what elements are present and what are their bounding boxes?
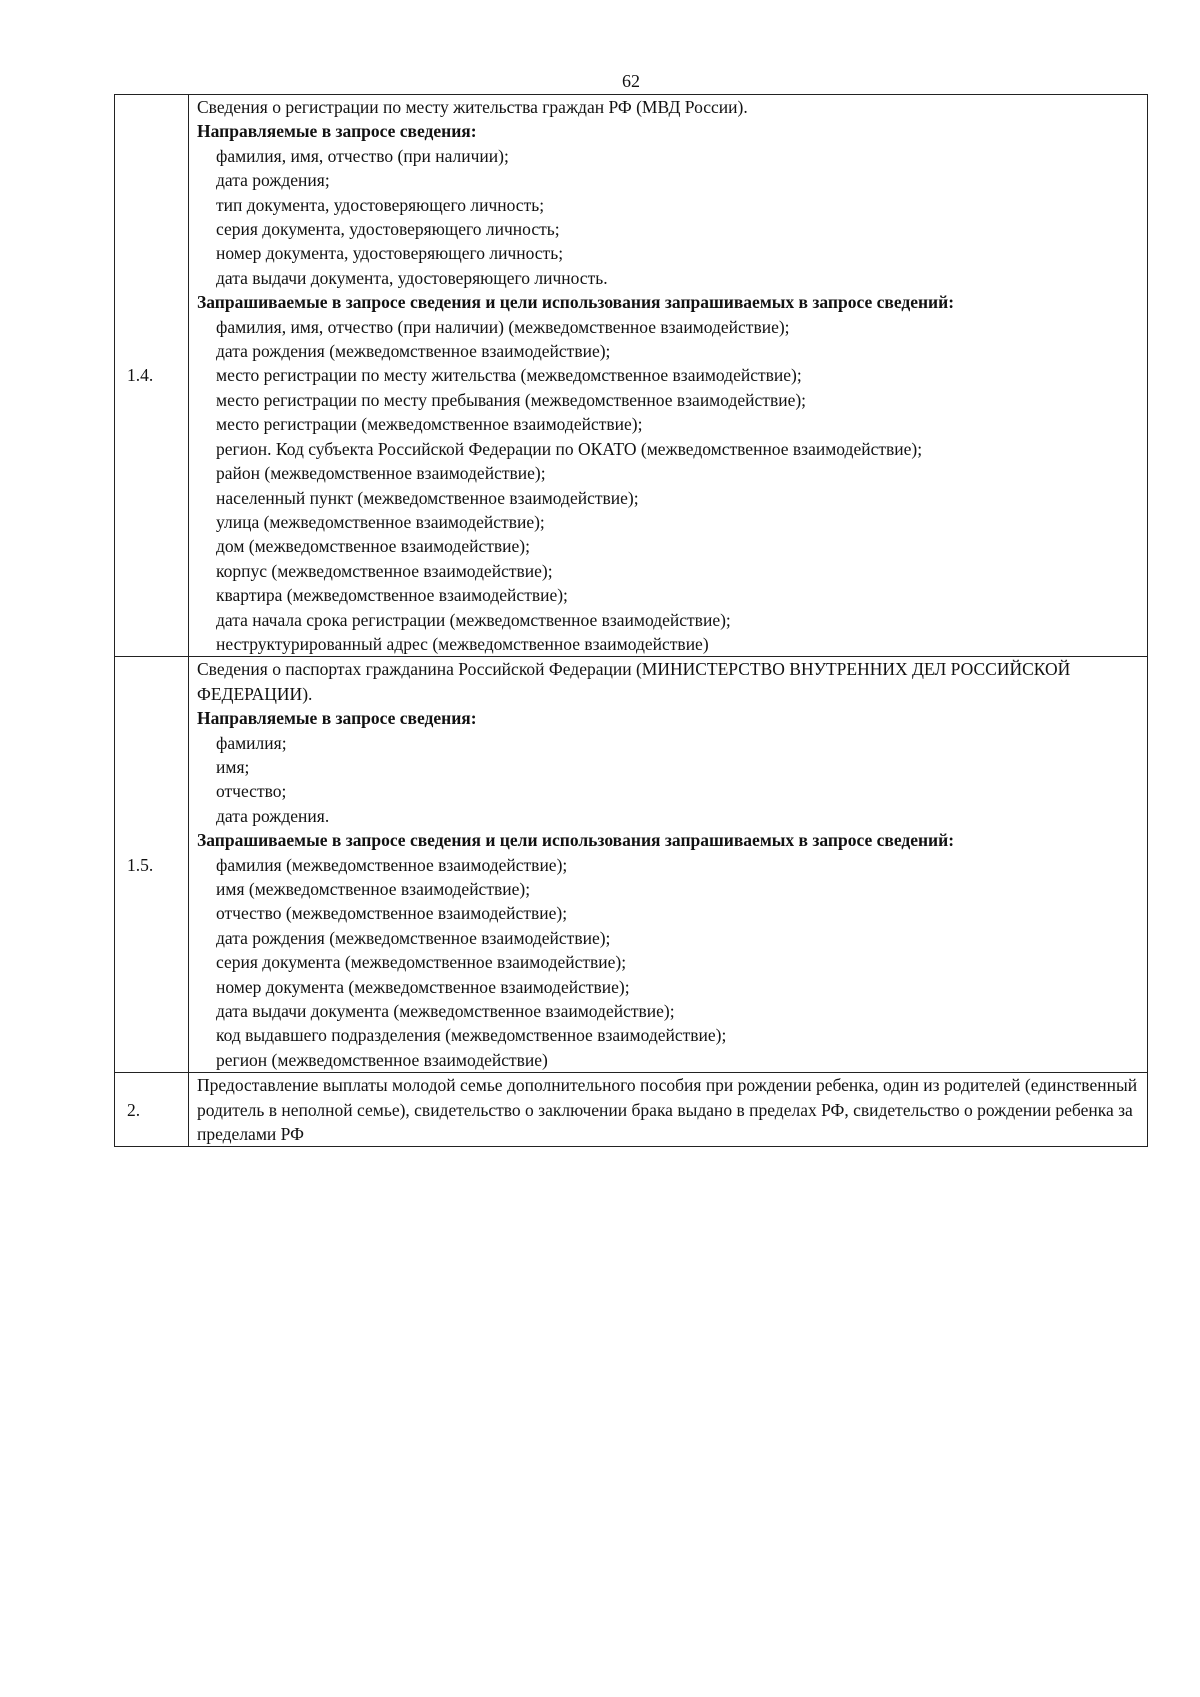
row-number: 1.5. (115, 657, 189, 1073)
list-item: код выдавшего подразделения (межведомственное взаимодействие); (216, 1025, 727, 1046)
row-content (189, 657, 1148, 1073)
list-item: место регистрации (межведомственное взаимодействие); (216, 414, 643, 435)
requested-heading: Запрашиваемые в запросе сведения и цели использования запрашиваемых в запросе сведений: (197, 830, 955, 851)
list-item: регион. Код субъекта Российской Федерации по ОКАТО (межведомственное взаимодействие); (216, 438, 923, 459)
list-item: номер документа (межведомственное взаимодействие); (216, 976, 630, 997)
row-number: 2. (115, 1073, 189, 1147)
sent-heading: Направляемые в запросе сведения: (197, 708, 477, 729)
row-content (189, 95, 1148, 657)
list-item: фамилия, имя, отчество (при наличии); (216, 145, 509, 166)
row-title: Сведения о регистрации по месту жительства граждан РФ (МВД России). (197, 97, 748, 117)
list-item: имя; (216, 756, 250, 777)
requested-heading: Запрашиваемые в запросе сведения и цели использования запрашиваемых в запросе сведений: (197, 292, 955, 313)
list-item: регион (межведомственное взаимодействие) (216, 1049, 548, 1070)
list-item: фамилия (межведомственное взаимодействие); (216, 854, 568, 875)
list-item: тип документа, удостоверяющего личность; (216, 194, 545, 215)
page-number: 62 (622, 71, 640, 91)
list-item: дом (межведомственное взаимодействие); (216, 536, 530, 557)
table-row-1-4 (115, 95, 1148, 657)
list-item: фамилия; (216, 732, 287, 753)
sent-heading: Направляемые в запросе сведения: (197, 121, 477, 142)
list-item: дата рождения (межведомственное взаимодействие); (216, 341, 611, 362)
list-item: номер документа, удостоверяющего личность; (216, 243, 564, 264)
list-item: район (межведомственное взаимодействие); (216, 463, 546, 484)
row-number: 1.4. (115, 95, 189, 657)
table-row-2 (115, 1073, 1148, 1147)
row-content (189, 1073, 1148, 1147)
list-item: отчество; (216, 781, 287, 802)
list-item: корпус (межведомственное взаимодействие); (216, 560, 553, 581)
list-item: дата выдачи документа (межведомственное взаимодействие); (216, 1001, 675, 1022)
table-row-1-5 (115, 657, 1148, 1073)
list-item: имя (межведомственное взаимодействие); (216, 879, 531, 899)
row-title: Сведения о паспортах гражданина Российской Федерации (МИНИСТЕРСТВО ВНУТРЕННИХ ДЕЛ РОССИЙСКОЙ ФЕДЕРАЦИИ). (197, 659, 1071, 704)
list-item: квартира (межведомственное взаимодействие); (216, 585, 568, 606)
list-item: место регистрации по месту жительства (межведомственное взаимодействие); (216, 365, 802, 386)
list-item: неструктурированный адрес (межведомственное взаимодействие) (216, 633, 709, 654)
list-item: серия документа, удостоверяющего личность; (216, 219, 560, 240)
list-item: улица (межведомственное взаимодействие); (216, 511, 545, 532)
row-text: Предоставление выплаты молодой семье дополнительного пособия при рождении ребенка, один из родителей (единственный родитель в неполной семье), свидетельство о заключении брака выдано в пределах РФ, свидетельство о рождении ребенка за пределами РФ (197, 1075, 1138, 1145)
list-item: серия документа (межведомственное взаимодействие); (216, 952, 627, 973)
list-item: отчество (межведомственное взаимодействие); (216, 903, 568, 924)
list-item: дата рождения. (216, 805, 330, 826)
list-item: дата начала срока регистрации (межведомственное взаимодействие); (216, 609, 731, 630)
list-item: место регистрации по месту пребывания (межведомственное взаимодействие); (216, 389, 807, 410)
requests-table (114, 94, 1148, 1147)
list-item: дата рождения; (216, 170, 330, 191)
list-item: дата выдачи документа, удостоверяющего личность. (216, 267, 608, 288)
list-item: дата рождения (межведомственное взаимодействие); (216, 927, 611, 948)
list-item: населенный пункт (межведомственное взаимодействие); (216, 487, 639, 508)
list-item: фамилия, имя, отчество (при наличии) (межведомственное взаимодействие); (216, 316, 790, 337)
